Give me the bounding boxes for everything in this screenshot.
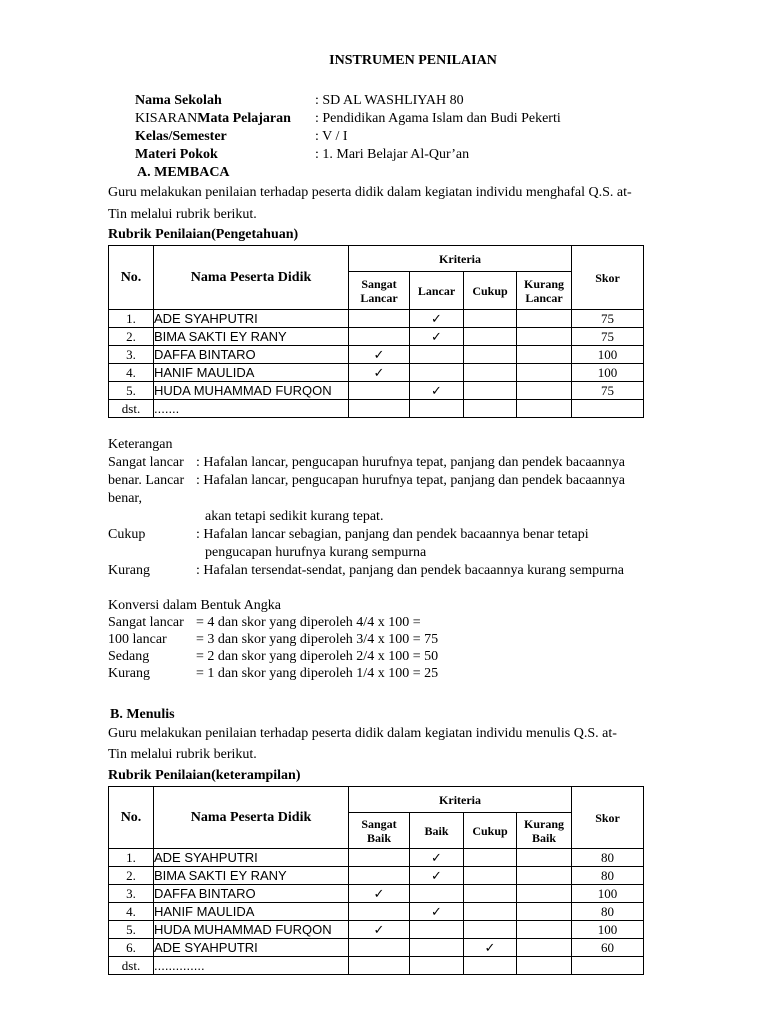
cell-score: 100 [572, 921, 644, 939]
table-row [109, 849, 644, 867]
note-text-very-fluent: : Hafalan lancar, pengucapan hurufnya tepat, panjang dan pendek bacaannya [196, 455, 625, 470]
check-cell [464, 328, 517, 346]
check-cell [517, 849, 572, 867]
col-header-score: Skor [572, 246, 644, 310]
cell-score: 80 [572, 867, 644, 885]
cell-score: 60 [572, 939, 644, 957]
cell-score: 80 [572, 849, 644, 867]
note-label-fluent: benar. Lancar [108, 473, 185, 488]
col-header-fluent: Lancar [410, 272, 464, 310]
section-b-heading: B. Menulis [110, 707, 175, 722]
check-cell: ✓ [349, 346, 410, 364]
cell-no: 4. [109, 364, 154, 382]
note-text-less: : Hafalan tersendat-sendat, panjang dan pendek bacaannya kurang sempurna [196, 563, 624, 578]
cell-no: 4. [109, 903, 154, 921]
header-line: Lancar [360, 290, 398, 305]
check-cell [410, 957, 464, 975]
cell-no: dst. [109, 957, 154, 975]
header-line: Kurang [524, 276, 565, 291]
cell-name: BIMA SAKTI EY RANY [154, 867, 349, 885]
cell-score: 75 [572, 328, 644, 346]
rubric-table-knowledge [108, 245, 644, 418]
check-cell [464, 382, 517, 400]
cell-no: 5. [109, 921, 154, 939]
section-a-intro-1: Guru melakukan penilaian terhadap peserta didik dalam kegiatan individu menghafal Q.S. at- [108, 185, 632, 200]
note-text-enough: : Hafalan lancar sebagian, panjang dan pendek bacaannya benar tetapi [196, 527, 589, 542]
check-cell: ✓ [410, 310, 464, 328]
cell-name: HUDA MUHAMMAD FURQON [154, 921, 349, 939]
header-line: Lancar [525, 290, 563, 305]
check-cell: ✓ [349, 885, 410, 903]
col-header-very-good [349, 813, 410, 849]
school-label: Nama Sekolah [135, 93, 222, 108]
cell-no: 3. [109, 346, 154, 364]
cell-score: 100 [572, 364, 644, 382]
table-row [109, 400, 644, 418]
conversion-label-3: Sedang [108, 649, 150, 664]
check-cell [349, 400, 410, 418]
section-b-intro-2: Tin melalui rubrik berikut. [108, 747, 257, 762]
table-row [109, 867, 644, 885]
cell-score: 75 [572, 382, 644, 400]
check-cell [464, 921, 517, 939]
cell-score: 80 [572, 903, 644, 921]
note-label-less: Kurang [108, 563, 150, 578]
rubric-table-skills [108, 786, 644, 975]
check-cell [464, 346, 517, 364]
cell-name: HUDA MUHAMMAD FURQON [154, 382, 349, 400]
conversion-text-3: = 2 dan skor yang diperoleh 2/4 x 100 = 50 [196, 649, 439, 664]
conversion-label-4: Kurang [108, 666, 150, 681]
cell-score: 75 [572, 310, 644, 328]
col-header-less-good [517, 813, 572, 849]
check-cell: ✓ [410, 328, 464, 346]
check-cell [349, 957, 410, 975]
check-cell [410, 346, 464, 364]
cell-name: DAFFA BINTARO [154, 346, 349, 364]
header-line: Sangat [361, 816, 397, 831]
table-row [109, 957, 644, 975]
table-row [109, 364, 644, 382]
check-cell [464, 957, 517, 975]
check-cell: ✓ [410, 382, 464, 400]
col-header-no: No. [109, 246, 154, 310]
table-row [109, 921, 644, 939]
check-cell [410, 939, 464, 957]
page-title: INSTRUMEN PENILAIAN [329, 53, 497, 68]
section-a-heading: A. MEMBACA [137, 165, 230, 180]
conversion-text-1: = 4 dan skor yang diperoleh 4/4 x 100 = [196, 615, 421, 630]
check-cell [517, 957, 572, 975]
check-cell [349, 849, 410, 867]
cell-score: 100 [572, 885, 644, 903]
check-cell [517, 328, 572, 346]
topic-label: Materi Pokok [135, 147, 218, 162]
check-cell: ✓ [464, 939, 517, 957]
class-label: Kelas/Semester [135, 129, 227, 144]
check-cell: ✓ [410, 867, 464, 885]
check-cell: ✓ [349, 921, 410, 939]
col-header-name: Nama Peserta Didik [154, 246, 349, 310]
section-b-rubric-title: Rubrik Penilaian(keterampilan) [108, 768, 301, 783]
col-header-criteria: Kriteria [349, 787, 572, 813]
check-cell [517, 364, 572, 382]
table-row [109, 346, 644, 364]
cell-score [572, 400, 644, 418]
section-b-intro-1: Guru melakukan penilaian terhadap peserta didik dalam kegiatan individu menulis Q.S. at- [108, 726, 617, 741]
subject-label: Mata Pelajaran [197, 111, 291, 126]
check-cell [349, 328, 410, 346]
check-cell [464, 885, 517, 903]
cell-no: 3. [109, 885, 154, 903]
cell-name: ADE SYAHPUTRI [154, 310, 349, 328]
cell-no: 5. [109, 382, 154, 400]
section-a-rubric-title: Rubrik Penilaian(Pengetahuan) [108, 227, 299, 242]
check-cell [517, 885, 572, 903]
check-cell [349, 939, 410, 957]
cell-name: BIMA SAKTI EY RANY [154, 328, 349, 346]
table-row [109, 328, 644, 346]
check-cell [410, 921, 464, 939]
note-text-fluent: : Hafalan lancar, pengucapan hurufnya tepat, panjang dan pendek bacaannya [196, 473, 625, 488]
cell-name: HANIF MAULIDA [154, 364, 349, 382]
cell-name: ADE SYAHPUTRI [154, 849, 349, 867]
check-cell: ✓ [349, 364, 410, 382]
check-cell [410, 364, 464, 382]
cell-no: dst. [109, 400, 154, 418]
class-value: : V / I [315, 129, 348, 144]
check-cell: ✓ [410, 849, 464, 867]
conversion-heading: Konversi dalam Bentuk Angka [108, 598, 282, 613]
col-header-name: Nama Peserta Didik [154, 787, 349, 849]
notes-heading: Keterangan [108, 437, 173, 452]
cell-name: ....... [154, 400, 349, 418]
check-cell [517, 921, 572, 939]
col-header-no: No. [109, 787, 154, 849]
cell-name: HANIF MAULIDA [154, 903, 349, 921]
col-header-enough: Cukup [464, 813, 517, 849]
check-cell [464, 849, 517, 867]
check-cell [349, 382, 410, 400]
col-header-enough: Cukup [464, 272, 517, 310]
cell-name: DAFFA BINTARO [154, 885, 349, 903]
table-row [109, 903, 644, 921]
subject-value: : Pendidikan Agama Islam dan Budi Pekerti [315, 111, 561, 126]
col-header-criteria: Kriteria [349, 246, 572, 272]
topic-value: : 1. Mari Belajar Al-Qur’an [315, 147, 470, 162]
note-label-enough: Cukup [108, 527, 146, 542]
conversion-label-1: Sangat lancar [108, 615, 184, 630]
note-text-enough-cont: pengucapan hurufnya kurang sempurna [205, 545, 427, 560]
check-cell [349, 867, 410, 885]
check-cell [464, 903, 517, 921]
col-header-very-fluent [349, 272, 410, 310]
cell-score [572, 957, 644, 975]
cell-name: .............. [154, 957, 349, 975]
col-header-less-fluent [517, 272, 572, 310]
section-a-intro-2: Tin melalui rubrik berikut. [108, 207, 257, 222]
subject-row-label [135, 110, 291, 127]
cell-no: 2. [109, 867, 154, 885]
table-row [109, 939, 644, 957]
cell-no: 2. [109, 328, 154, 346]
cell-name: ADE SYAHPUTRI [154, 939, 349, 957]
cell-score: 100 [572, 346, 644, 364]
check-cell [410, 885, 464, 903]
cell-no: 1. [109, 849, 154, 867]
header-line: Sangat [361, 276, 397, 291]
check-cell [410, 400, 464, 418]
check-cell: ✓ [410, 903, 464, 921]
note-label-very-fluent: Sangat lancar [108, 455, 184, 470]
header-line: Kurang [524, 816, 565, 831]
check-cell [517, 903, 572, 921]
cell-no: 6. [109, 939, 154, 957]
check-cell [517, 867, 572, 885]
table-row [109, 382, 644, 400]
table-row [109, 310, 644, 328]
note-text-fluent-cont-2: akan tetapi sedikit kurang tepat. [205, 509, 384, 524]
check-cell [517, 310, 572, 328]
check-cell [464, 867, 517, 885]
check-cell [517, 382, 572, 400]
col-header-good: Baik [410, 813, 464, 849]
note-text-fluent-cont: benar, [108, 491, 143, 506]
check-cell [517, 346, 572, 364]
table-row [109, 885, 644, 903]
cell-no: 1. [109, 310, 154, 328]
check-cell [349, 903, 410, 921]
check-cell [517, 400, 572, 418]
check-cell [464, 310, 517, 328]
school-value: : SD AL WASHLIYAH 80 [315, 93, 464, 108]
subject-prefix: KISARAN [135, 111, 198, 126]
header-line: Baik [532, 830, 557, 845]
check-cell [349, 310, 410, 328]
check-cell [464, 364, 517, 382]
conversion-label-2: 100 lancar [108, 632, 167, 647]
check-cell [517, 939, 572, 957]
conversion-text-4: = 1 dan skor yang diperoleh 1/4 x 100 = 25 [196, 666, 439, 681]
check-cell [464, 400, 517, 418]
header-line: Baik [366, 830, 391, 845]
conversion-text-2: = 3 dan skor yang diperoleh 3/4 x 100 = 75 [196, 632, 439, 647]
col-header-score: Skor [572, 787, 644, 849]
